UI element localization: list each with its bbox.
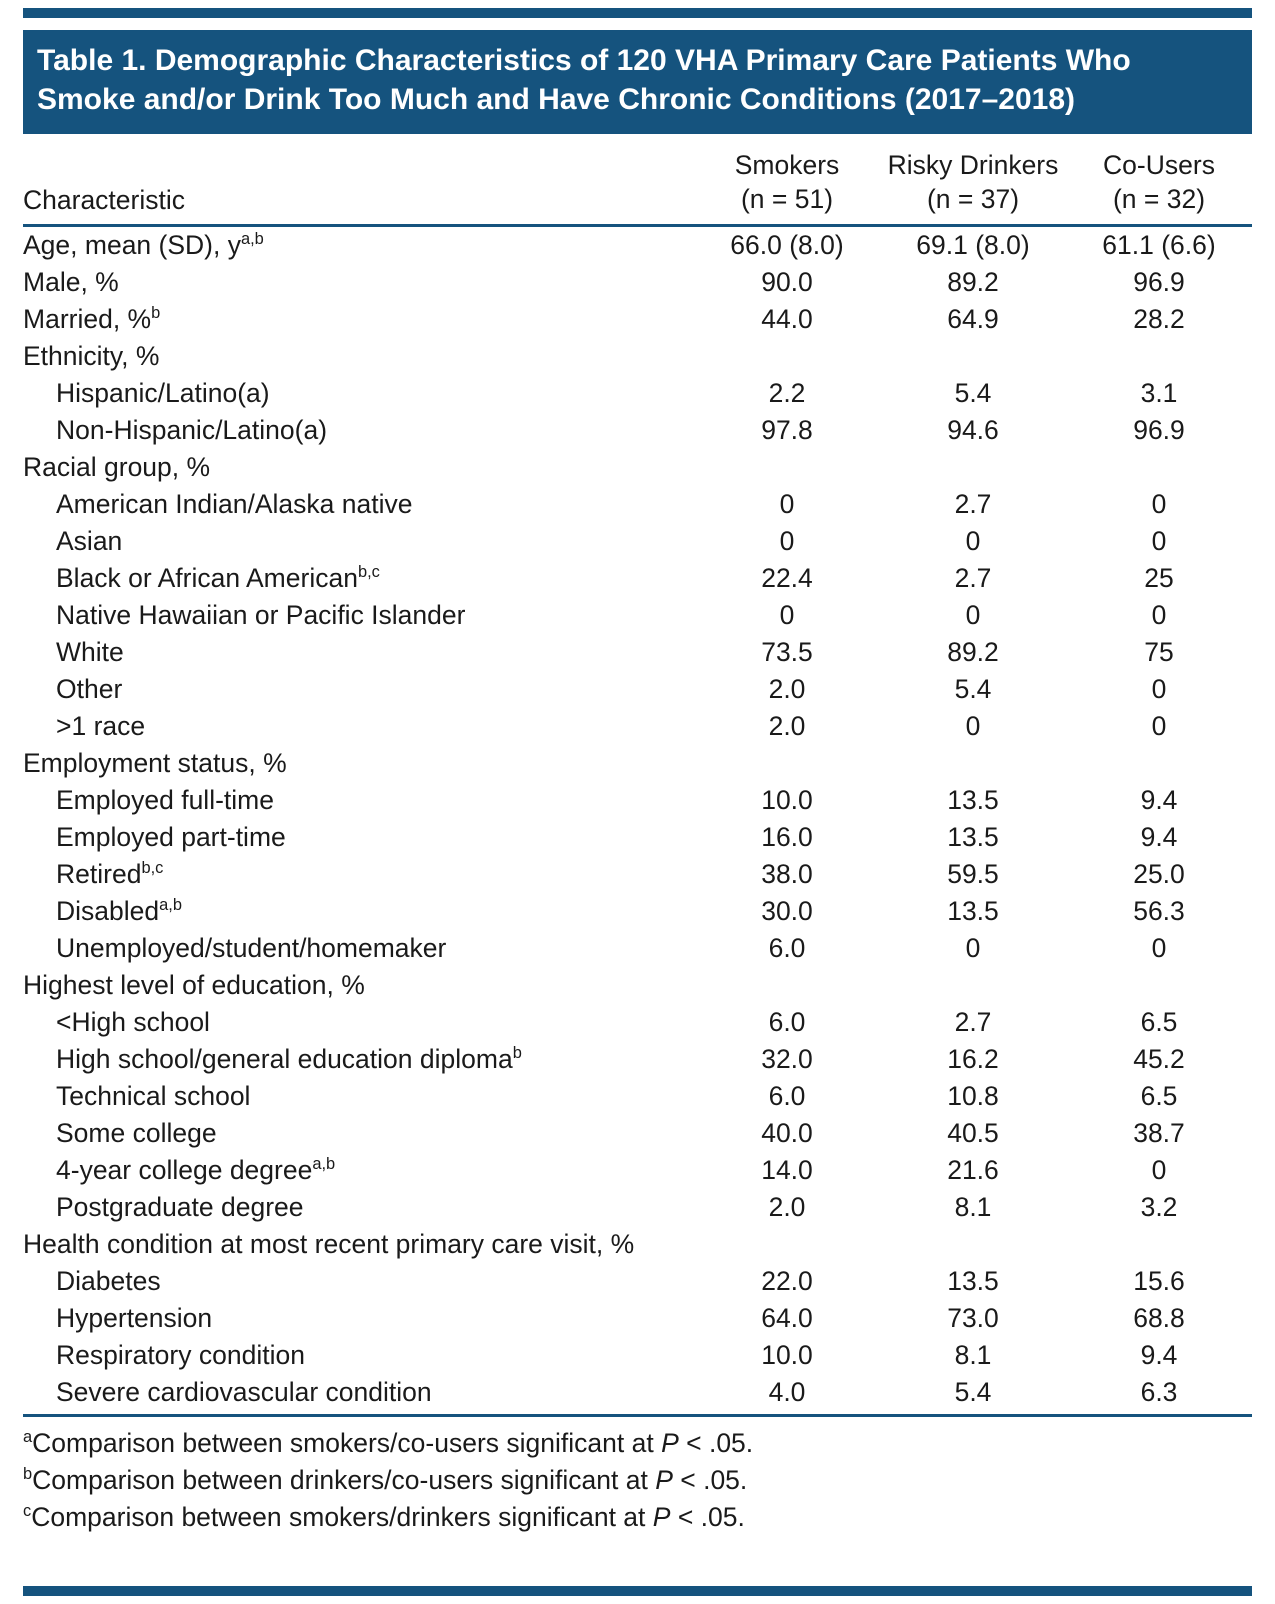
cell-value: 13.5 xyxy=(947,785,999,815)
row-label: Age, mean (SD), $y^{a,b}$ xyxy=(23,230,264,260)
cell-value: 6.0 xyxy=(768,1007,806,1037)
footnote-marker: a,b xyxy=(240,230,264,249)
table-row xyxy=(23,856,1252,893)
cell-value: 0 xyxy=(965,711,981,741)
cell-value: 3.2 xyxy=(1140,1192,1178,1222)
section-row xyxy=(23,338,1252,375)
row-label: Black or African American$^{b,c}$ xyxy=(56,563,380,593)
cell-value: 59.5 xyxy=(947,859,999,889)
cell-value: 25.0 xyxy=(1133,859,1185,889)
row-label: Disabled$^{a,b}$ xyxy=(56,896,182,926)
cell-value: 9.4 xyxy=(1140,1340,1178,1370)
column-header-risky-drinkers xyxy=(880,138,1066,226)
cell-value: 13.5 xyxy=(947,896,999,926)
table-row xyxy=(23,1004,1252,1041)
cell-value: 13.5 xyxy=(947,822,999,852)
table-row xyxy=(23,412,1252,449)
cell-value: 32.0 xyxy=(761,1044,813,1074)
cell-value: 0 xyxy=(1151,933,1167,963)
cell-value: 6.0 xyxy=(768,933,806,963)
row-label: Diabetes xyxy=(56,1266,161,1296)
row-label: >1 race xyxy=(56,711,146,741)
row-label: Unemployed/student/homemaker xyxy=(56,933,447,963)
table-row xyxy=(23,1263,1252,1300)
row-label: Postgraduate degree xyxy=(56,1192,304,1222)
cell-value: 56.3 xyxy=(1133,896,1185,926)
cell-value: 2.0 xyxy=(768,1192,806,1222)
table-row xyxy=(23,1115,1252,1152)
row-label: American Indian/Alaska native xyxy=(56,489,413,519)
cell-value: 64.9 xyxy=(947,304,999,334)
table-row xyxy=(23,597,1252,634)
table-row xyxy=(23,930,1252,967)
row-label: Married, %$^b$ xyxy=(23,304,161,334)
cell-value: 97.8 xyxy=(761,415,813,445)
cell-value: 8.1 xyxy=(954,1192,992,1222)
cell-value: 22.0 xyxy=(761,1266,813,1296)
column-n: (n = 32) xyxy=(1112,184,1206,214)
table-row xyxy=(23,708,1252,745)
column-name: Co-Users xyxy=(1103,150,1215,180)
cell-value: 2.7 xyxy=(954,489,992,519)
row-label: 4-year college degree$^{a,b}$ xyxy=(56,1155,336,1185)
row-label: Health condition at most recent primary care visit, % xyxy=(23,1229,635,1259)
table-body xyxy=(23,226,1252,1412)
row-label: Racial group, % xyxy=(23,452,211,482)
cell-value: 73.5 xyxy=(761,637,813,667)
row-label: Retired$^{b,c}$ xyxy=(56,859,164,889)
cell-value: 2.0 xyxy=(768,711,806,741)
row-label: Hypertension xyxy=(56,1303,213,1333)
row-label: Other xyxy=(56,674,123,704)
footnote-marker: a,b xyxy=(159,896,182,915)
row-label: Ethnicity, % xyxy=(23,341,160,371)
row-label: Employed part-time xyxy=(56,822,286,852)
cell-value: 45.2 xyxy=(1133,1044,1185,1074)
cell-value: 5.4 xyxy=(954,378,992,408)
table-row xyxy=(23,1078,1252,1115)
table-row xyxy=(23,486,1252,523)
table-row xyxy=(23,375,1252,412)
cell-value: 0 xyxy=(1151,600,1167,630)
cell-value: 38.7 xyxy=(1133,1118,1185,1148)
cell-value: 61.1 (6.6) xyxy=(1102,230,1216,260)
footnote-marker: b,c xyxy=(141,859,164,878)
row-label: Male, % xyxy=(23,267,119,297)
cell-value: 69.1 (8.0) xyxy=(916,230,1030,260)
cell-value: 10.0 xyxy=(761,1340,813,1370)
section-row xyxy=(23,1226,1252,1263)
row-label: Highest level of education, % xyxy=(23,970,365,1000)
top-accent-bar xyxy=(23,8,1252,18)
cell-value: 9.4 xyxy=(1140,822,1178,852)
table-title: Table 1. Demographic Characteristics of 120 VHA Primary Care Patients Who Smoke and/or Drink Too Much and Have Chronic Conditions (2017–2018) xyxy=(37,44,1131,116)
cell-value: 5.4 xyxy=(954,674,992,704)
cell-value: 40.0 xyxy=(761,1118,813,1148)
footnote-marker: b xyxy=(151,304,161,323)
footnote-divider xyxy=(23,1414,1252,1417)
cell-value: 0 xyxy=(779,489,795,519)
row-label: <High school xyxy=(56,1007,210,1037)
table-row xyxy=(23,1041,1252,1078)
cell-value: 89.2 xyxy=(947,637,999,667)
table-row xyxy=(23,893,1252,930)
cell-value: 0 xyxy=(965,933,981,963)
footnote-marker: b,c xyxy=(357,563,380,582)
cell-value: 10.8 xyxy=(947,1081,999,1111)
cell-value: 96.9 xyxy=(1133,415,1185,445)
cell-value: 0 xyxy=(965,526,981,556)
cell-value: 25 xyxy=(1144,563,1174,593)
column-name: Smokers xyxy=(734,150,840,180)
cell-value: 66.0 (8.0) xyxy=(730,230,844,260)
cell-value: 6.0 xyxy=(768,1081,806,1111)
cell-value: 8.1 xyxy=(954,1340,992,1370)
footnote-line: $^c$Comparison between smokers/drinkers significant at P < .05. xyxy=(23,1502,745,1532)
cell-value: 75 xyxy=(1144,637,1174,667)
row-label: Respiratory condition xyxy=(56,1340,305,1370)
cell-value: 5.4 xyxy=(954,1377,992,1407)
row-label: Hispanic/Latino(a) xyxy=(56,378,270,408)
cell-value: 22.4 xyxy=(761,563,813,593)
footnote-line: $^a$Comparison between smokers/co-users significant at P < .05. xyxy=(23,1428,754,1458)
cell-value: 40.5 xyxy=(947,1118,999,1148)
cell-value: 14.0 xyxy=(761,1155,813,1185)
cell-value: 9.4 xyxy=(1140,785,1178,815)
table-row xyxy=(23,671,1252,708)
row-label: High school/general education diploma$^b$ xyxy=(56,1044,522,1074)
table-row xyxy=(23,301,1252,338)
column-header-characteristic: Characteristic xyxy=(23,138,694,226)
footnotes xyxy=(23,1425,1252,1536)
cell-value: 73.0 xyxy=(947,1303,999,1333)
footnote-marker: c xyxy=(23,1502,32,1521)
cell-value: 13.5 xyxy=(947,1266,999,1296)
demographics-table xyxy=(23,138,1252,1411)
column-header-smokers xyxy=(694,138,880,226)
cell-value: 2.7 xyxy=(954,563,992,593)
table-row xyxy=(23,226,1252,265)
table-row xyxy=(23,1337,1252,1374)
cell-value: 44.0 xyxy=(761,304,813,334)
row-label: Technical school xyxy=(56,1081,251,1111)
footnote-line: $^b$Comparison between drinkers/co-users significant at P < .05. xyxy=(23,1465,748,1495)
cell-value: 30.0 xyxy=(761,896,813,926)
cell-value: 28.2 xyxy=(1133,304,1185,334)
table-header xyxy=(23,138,1252,226)
bottom-accent-bar xyxy=(23,1586,1252,1596)
column-name: Risky Drinkers xyxy=(887,150,1059,180)
table-row xyxy=(23,782,1252,819)
cell-value: 0 xyxy=(1151,489,1167,519)
cell-value: 15.6 xyxy=(1133,1266,1185,1296)
table-row xyxy=(23,560,1252,597)
footnote-marker: a,b xyxy=(312,1155,336,1174)
table-row xyxy=(23,1152,1252,1189)
cell-value: 2.7 xyxy=(954,1007,992,1037)
row-label: Non-Hispanic/Latino(a) xyxy=(56,415,328,445)
section-row xyxy=(23,745,1252,782)
cell-value: 0 xyxy=(1151,526,1167,556)
table-title-block xyxy=(23,30,1252,134)
cell-value: 6.5 xyxy=(1140,1081,1178,1111)
table-row xyxy=(23,819,1252,856)
footnote-marker: b xyxy=(512,1044,522,1063)
cell-value: 38.0 xyxy=(761,859,813,889)
column-n: (n = 51) xyxy=(740,184,834,214)
table-row xyxy=(23,264,1252,301)
table-row xyxy=(23,1374,1252,1411)
cell-value: 21.6 xyxy=(947,1155,999,1185)
cell-value: 10.0 xyxy=(761,785,813,815)
cell-value: 6.3 xyxy=(1140,1377,1178,1407)
row-label: Native Hawaiian or Pacific Islander xyxy=(56,600,466,630)
cell-value: 94.6 xyxy=(947,415,999,445)
section-row xyxy=(23,449,1252,486)
cell-value: 2.0 xyxy=(768,674,806,704)
cell-value: 3.1 xyxy=(1140,378,1178,408)
table-row xyxy=(23,523,1252,560)
p-value-symbol: P xyxy=(652,1502,671,1532)
cell-value: 64.0 xyxy=(761,1303,813,1333)
cell-value: 16.0 xyxy=(761,822,813,852)
table-row xyxy=(23,634,1252,671)
row-label: Some college xyxy=(56,1118,217,1148)
table-row xyxy=(23,1189,1252,1226)
footnote-marker: a xyxy=(23,1428,33,1447)
section-row xyxy=(23,967,1252,1004)
cell-value: 16.2 xyxy=(947,1044,999,1074)
p-value-symbol: P xyxy=(661,1428,679,1458)
p-value-symbol: P xyxy=(655,1465,673,1495)
header-row xyxy=(23,138,1252,226)
footnote-marker: b xyxy=(23,1465,33,1484)
cell-value: 89.2 xyxy=(947,267,999,297)
cell-value: 0 xyxy=(779,600,795,630)
cell-value: 96.9 xyxy=(1133,267,1185,297)
table-row xyxy=(23,1300,1252,1337)
cell-value: 0 xyxy=(779,526,795,556)
cell-value: 0 xyxy=(1151,1155,1167,1185)
row-label: Employed full-time xyxy=(56,785,274,815)
column-n: (n = 37) xyxy=(926,184,1020,214)
row-label: Asian xyxy=(56,526,123,556)
row-label: Employment status, % xyxy=(23,748,287,778)
cell-value: 0 xyxy=(1151,674,1167,704)
row-label: Severe cardiovascular condition xyxy=(56,1377,432,1407)
cell-value: 0 xyxy=(1151,711,1167,741)
cell-value: 68.8 xyxy=(1133,1303,1185,1333)
row-label: White xyxy=(56,637,124,667)
column-header-co-users xyxy=(1066,138,1252,226)
cell-value: 4.0 xyxy=(768,1377,806,1407)
cell-value: 0 xyxy=(965,600,981,630)
cell-value: 6.5 xyxy=(1140,1007,1178,1037)
cell-value: 2.2 xyxy=(768,378,806,408)
cell-value: 90.0 xyxy=(761,267,813,297)
